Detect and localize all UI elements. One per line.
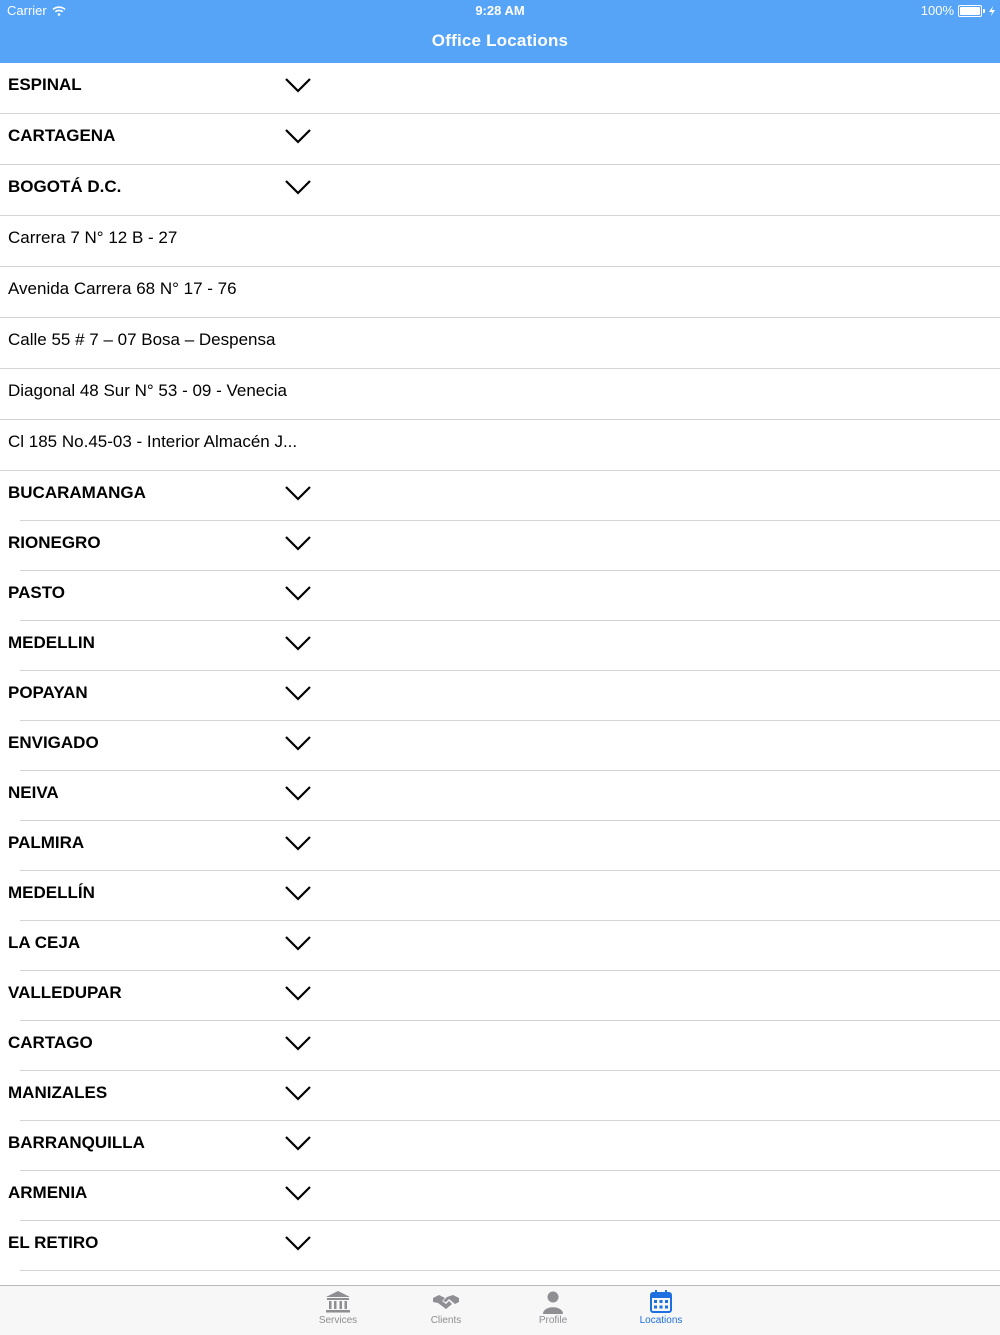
city-label: RIONEGRO — [8, 533, 101, 552]
address-row[interactable] — [0, 369, 1000, 420]
city-label: NEIVA — [8, 783, 59, 802]
chevron-down-icon[interactable] — [284, 179, 312, 195]
city-row[interactable] — [0, 621, 1000, 671]
tab-profile-label: Profile — [538, 1315, 568, 1326]
city-label: CARTAGENA — [8, 126, 116, 145]
city-label: ARMENIA — [8, 1183, 88, 1202]
chevron-down-icon[interactable] — [284, 1135, 312, 1151]
tab-locations-label: Locations — [639, 1315, 683, 1326]
city-label: PALMIRA — [8, 833, 85, 852]
handshake-icon — [432, 1290, 460, 1314]
city-row[interactable] — [0, 1221, 1000, 1271]
battery-tip — [983, 9, 985, 13]
chevron-down-icon[interactable] — [284, 885, 312, 901]
bank-icon — [324, 1290, 352, 1314]
city-row[interactable] — [0, 1071, 1000, 1121]
calendar-icon — [647, 1290, 675, 1314]
city-row[interactable] — [0, 1021, 1000, 1071]
tab-bar — [0, 1285, 1000, 1335]
carrier-label: Carrier — [7, 3, 47, 18]
person-icon — [539, 1290, 567, 1314]
city-label: BOGOTÁ D.C. — [8, 177, 122, 196]
city-row[interactable] — [0, 721, 1000, 771]
tab-locations[interactable] — [616, 1286, 706, 1335]
city-label: ENVIGADO — [8, 733, 99, 752]
status-right — [921, 3, 995, 18]
chevron-down-icon[interactable] — [284, 735, 312, 751]
city-row[interactable] — [0, 571, 1000, 621]
battery-percent: 100% — [920, 3, 954, 18]
city-label: MEDELLIN — [8, 633, 95, 652]
city-row[interactable] — [0, 63, 1000, 114]
address-label: Diagonal 48 Sur N° 53 - 09 - Venecia — [8, 381, 287, 400]
city-row[interactable] — [0, 821, 1000, 871]
navigation-header — [0, 0, 1000, 63]
address-row[interactable] — [0, 420, 1000, 471]
city-label: LA CEJA — [8, 933, 81, 952]
city-label: BARRANQUILLA — [8, 1133, 145, 1152]
address-label: Calle 55 # 7 – 07 Bosa – Despensa — [8, 330, 276, 349]
city-label: BUCARAMANGA — [8, 483, 146, 502]
city-label: CARTAGO — [8, 1033, 93, 1052]
address-label: Cl 185 No.45-03 - Interior Almacén J... — [8, 432, 298, 451]
chevron-down-icon[interactable] — [284, 1235, 312, 1251]
city-row[interactable] — [0, 471, 1000, 521]
city-row[interactable] — [0, 971, 1000, 1021]
city-label: MANIZALES — [8, 1083, 108, 1102]
page-title: Office Locations — [431, 31, 569, 50]
chevron-down-icon[interactable] — [284, 128, 312, 144]
chevron-down-icon[interactable] — [284, 985, 312, 1001]
address-label: Carrera 7 N° 12 B - 27 — [8, 228, 178, 247]
status-time: 9:28 AM — [475, 3, 525, 18]
chevron-down-icon[interactable] — [284, 485, 312, 501]
tab-clients-label: Clients — [430, 1315, 462, 1326]
address-row[interactable] — [0, 216, 1000, 267]
city-row[interactable] — [0, 771, 1000, 821]
city-row[interactable] — [0, 1121, 1000, 1171]
chevron-down-icon[interactable] — [284, 1035, 312, 1051]
chevron-down-icon[interactable] — [284, 1085, 312, 1101]
city-row[interactable] — [0, 921, 1000, 971]
city-row[interactable] — [0, 165, 1000, 216]
chevron-down-icon[interactable] — [284, 635, 312, 651]
city-row[interactable] — [0, 871, 1000, 921]
city-row[interactable] — [0, 114, 1000, 165]
address-row[interactable] — [0, 318, 1000, 369]
address-label: Avenida Carrera 68 N° 17 - 76 — [8, 279, 237, 298]
city-label: PASTO — [8, 583, 65, 602]
tab-clients[interactable] — [401, 1286, 491, 1335]
battery-icon — [958, 5, 982, 17]
chevron-down-icon[interactable] — [284, 935, 312, 951]
chevron-down-icon[interactable] — [284, 685, 312, 701]
status-bar — [0, 0, 1000, 22]
chevron-down-icon[interactable] — [284, 535, 312, 551]
address-row[interactable] — [0, 267, 1000, 318]
charging-icon — [989, 6, 995, 16]
city-label: POPAYAN — [8, 683, 88, 702]
chevron-down-icon[interactable] — [284, 785, 312, 801]
chevron-down-icon[interactable] — [284, 1185, 312, 1201]
tab-services[interactable] — [293, 1286, 383, 1335]
chevron-down-icon[interactable] — [284, 585, 312, 601]
city-label: EL RETIRO — [8, 1233, 99, 1252]
city-row[interactable] — [0, 671, 1000, 721]
city-row[interactable] — [0, 521, 1000, 571]
chevron-down-icon[interactable] — [284, 835, 312, 851]
locations-list[interactable] — [0, 63, 1000, 1285]
tab-services-label: Services — [318, 1315, 358, 1326]
row-separator — [20, 1270, 1000, 1271]
tab-profile[interactable] — [508, 1286, 598, 1335]
chevron-down-icon[interactable] — [284, 77, 312, 93]
city-row[interactable] — [0, 1171, 1000, 1221]
city-label: VALLEDUPAR — [8, 983, 122, 1002]
city-label: ESPINAL — [8, 75, 82, 94]
city-label: MEDELLÍN — [8, 883, 95, 902]
